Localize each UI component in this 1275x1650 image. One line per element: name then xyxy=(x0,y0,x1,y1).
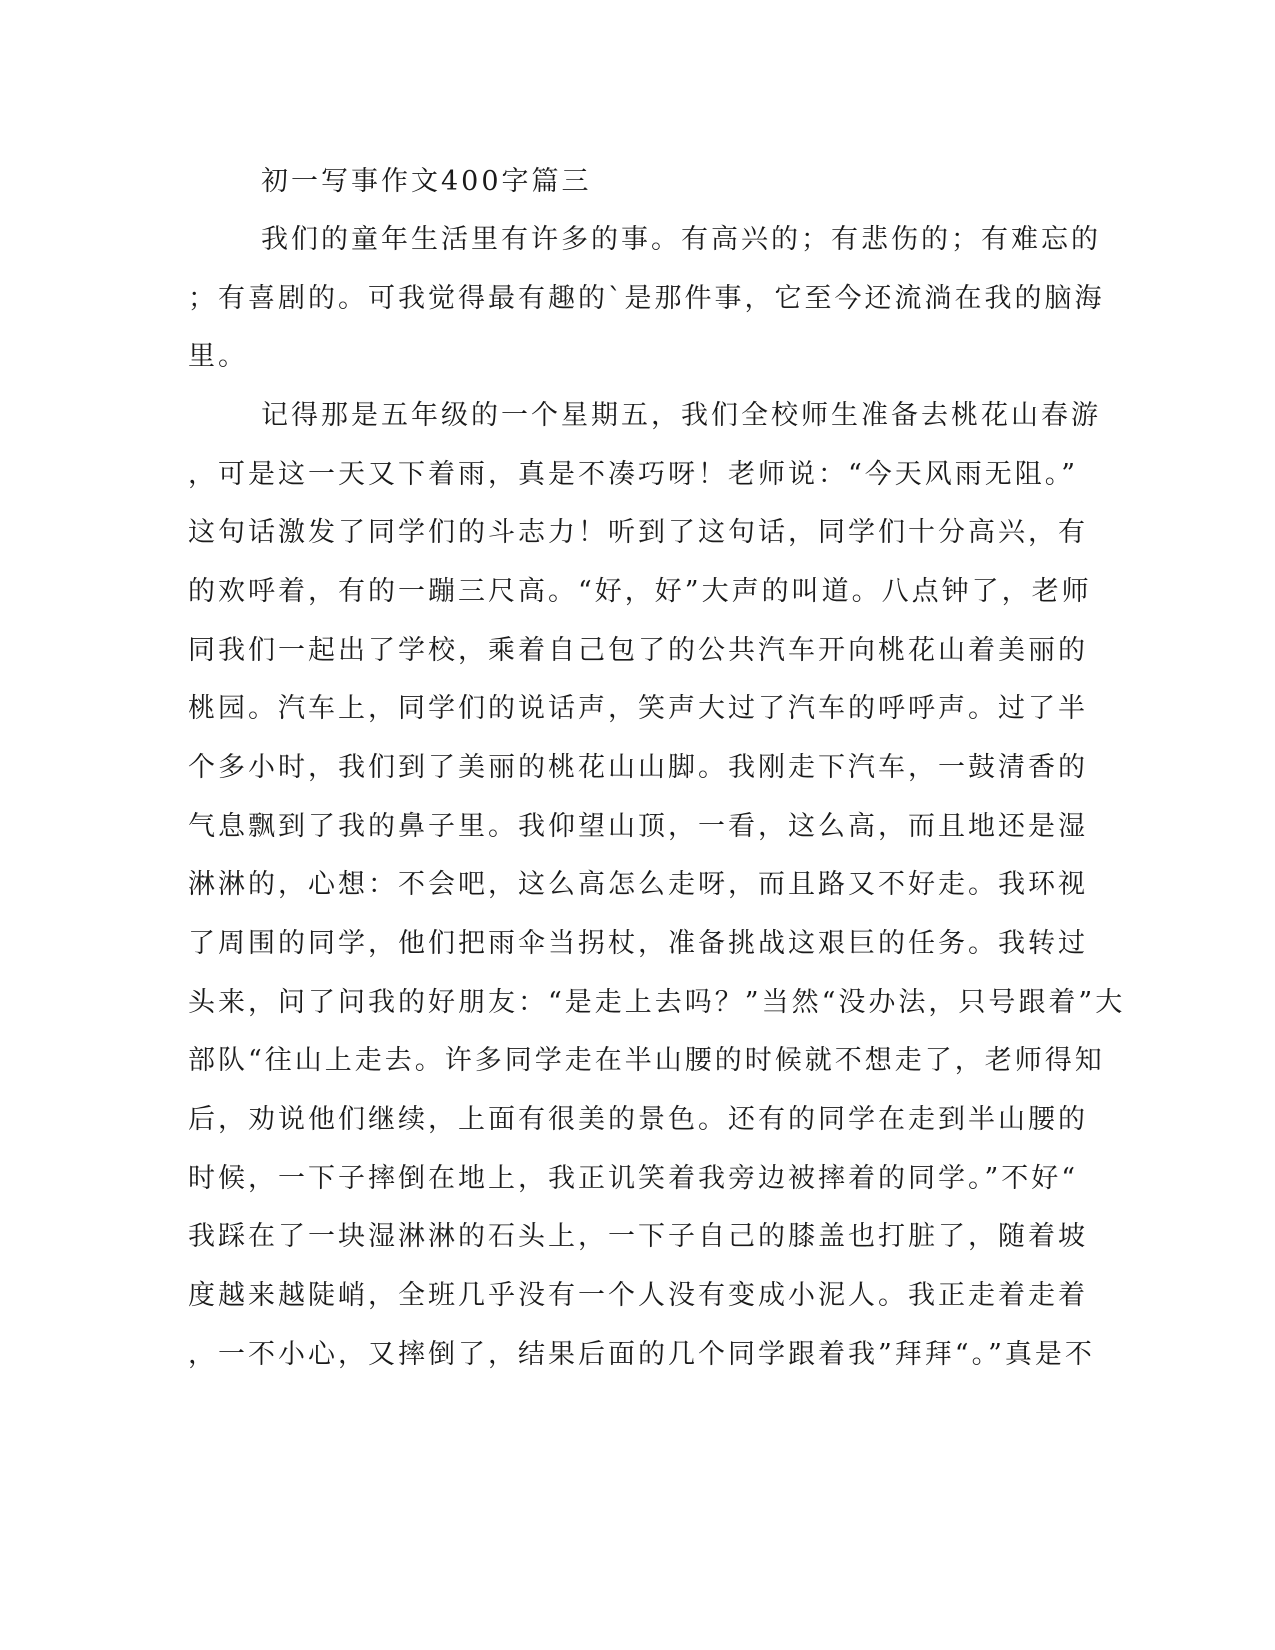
text-line: 个多小时，我们到了美丽的桃花山山脚。我刚走下汽车，一鼓清香的 xyxy=(188,752,1088,783)
text-line: 部队“往山上走去。许多同学走在半山腰的时候就不想走了，老师得知 xyxy=(188,1045,1105,1076)
text-line: 度越来越陡峭，全班几乎没有一个人没有变成小泥人。我正走着走着 xyxy=(188,1280,1088,1311)
text-line: 我们的童年生活里有许多的事。有高兴的；有悲伤的；有难忘的 xyxy=(261,224,1101,255)
text-line: ，可是这一天又下着雨，真是不凑巧呀！老师说：“今天风雨无阻。” xyxy=(188,459,1079,490)
text-line: 桃园。汽车上，同学们的说话声，笑声大过了汽车的呼呼声。过了半 xyxy=(188,693,1088,724)
text-line: 里。 xyxy=(188,341,248,372)
text-line: 气息飘到了我的鼻子里。我仰望山顶，一看，这么高，而且地还是湿 xyxy=(188,811,1088,842)
text-line: 记得那是五年级的一个星期五，我们全校师生准备去桃花山春游 xyxy=(261,400,1101,431)
text-line: 后，劝说他们继续，上面有很美的景色。还有的同学在走到半山腰的 xyxy=(188,1104,1088,1135)
text-line: ，一不小心，又摔倒了，结果后面的几个同学跟着我”拜拜“。”真是不 xyxy=(188,1339,1095,1370)
text-line: 了周围的同学，他们把雨伞当拐杖，准备挑战这艰巨的任务。我转过 xyxy=(188,928,1088,959)
text-line: 这句话激发了同学们的斗志力！听到了这句话，同学们十分高兴，有 xyxy=(188,517,1088,548)
text-line: 时候，一下子摔倒在地上，我正讥笑着我旁边被摔着的同学。”不好“ xyxy=(188,1163,1079,1194)
text-line: 同我们一起出了学校，乘着自己包了的公共汽车开向桃花山着美丽的 xyxy=(188,635,1088,666)
text-line: 头来，问了问我的好朋友：“是走上去吗？”当然“没办法，只号跟着”大 xyxy=(188,987,1126,1018)
text-line: 我踩在了一块湿淋淋的石头上，一下子自己的膝盖也打脏了，随着坡 xyxy=(188,1221,1088,1252)
article-title: 初一写事作文400字篇三 xyxy=(261,166,592,197)
text-line: ；有喜剧的。可我觉得最有趣的`是那件事，它至今还流淌在我的脑海 xyxy=(188,283,1105,314)
text-line: 的欢呼着，有的一蹦三尺高。“好，好”大声的叫道。八点钟了，老师 xyxy=(188,576,1092,607)
text-line: 淋淋的，心想：不会吧，这么高怎么走呀，而且路又不好走。我环视 xyxy=(188,869,1088,900)
